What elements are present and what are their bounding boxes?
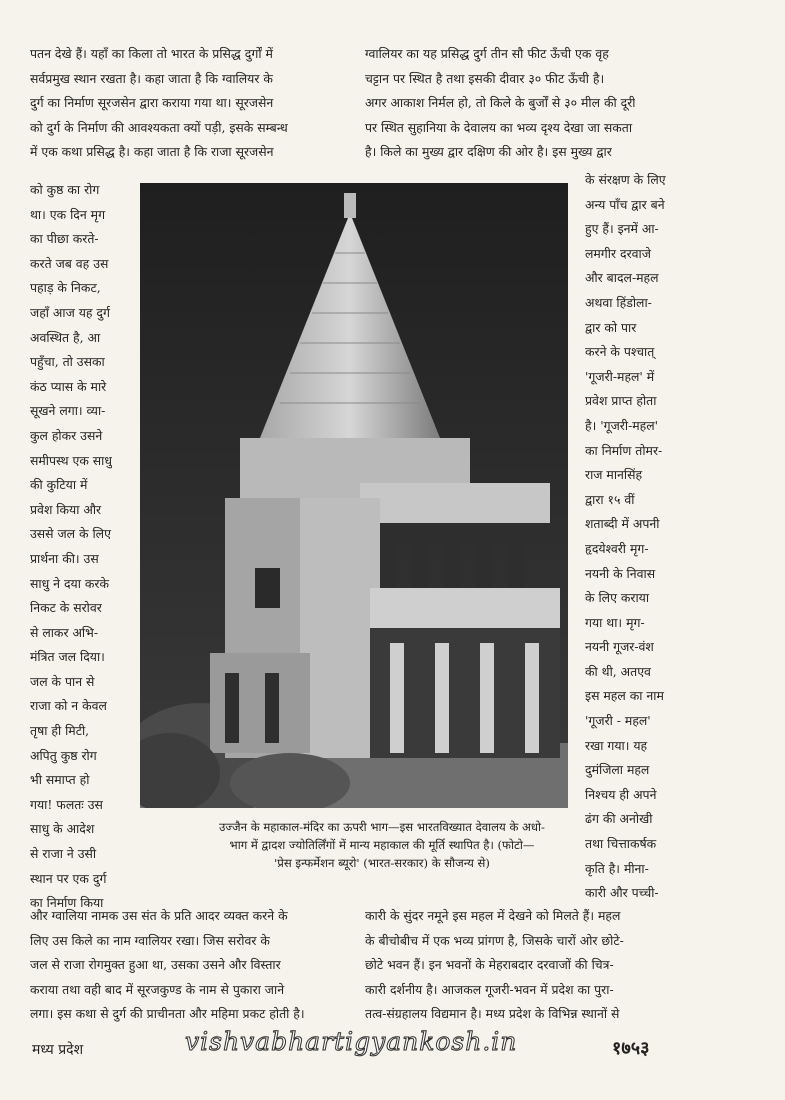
left-column-top-text <box>30 42 288 165</box>
text-line: दुमंजिला महल <box>585 762 650 778</box>
right-column-top-text <box>365 42 635 165</box>
text-line: दुर्ग का निर्माण सूरजसेन द्वारा कराया गया था। सूरजसेन <box>30 95 274 111</box>
text-line: स्थान पर एक दुर्ग <box>30 870 107 886</box>
text-line: समीपस्थ एक साधु <box>30 452 112 468</box>
text-line: प्रवेश किया और <box>30 501 102 517</box>
text-line: कारी के सुंदर नमूने इस महल में देखने को मिलते हैं। महल <box>365 908 621 923</box>
text-line: ग्वालियर का यह प्रसिद्ध दुर्ग तीन सौ फीट ऊँची एक वृह <box>365 46 609 61</box>
text-line: पहाड़ के निकट, <box>30 280 101 296</box>
page-number: १७५३ <box>612 1038 650 1059</box>
right-column-bottom-text <box>365 904 624 1027</box>
text-line: नयनी के निवास <box>585 565 656 581</box>
text-line: प्रवेश प्राप्त होता <box>585 393 657 409</box>
text-line: जल से राजा रोगमुक्त हुआ था, उसका उसने और विस्तार <box>30 957 281 973</box>
text-line: इस महल का नाम <box>585 688 664 704</box>
text-line: सूखने लगा। व्या- <box>30 403 106 419</box>
text-line: छोटे भवन हैं। इन भवनों के मेहराबदार दरवाजों की चित्र- <box>365 957 614 973</box>
text-line: और बादल-महल <box>585 270 659 286</box>
text-line: कराया तथा वही बाद में सूरजकुण्ड के नाम से पुकारा जाने <box>30 981 285 997</box>
text-line: को कुष्ठ का रोग <box>30 182 100 197</box>
text-line: लगा। इस कथा से दुर्ग की प्राचीनता और महिमा प्रकट होती है। <box>30 1006 305 1022</box>
text-line: राजा को न केवल <box>30 698 107 714</box>
text-line: अथवा हिंडोला- <box>585 294 652 310</box>
text-line: निश्चय ही अपने <box>585 786 657 802</box>
text-line: का पीछा करते- <box>30 231 99 247</box>
text-line: का निर्माण किया <box>30 895 104 911</box>
text-line: कृति है। मीना- <box>585 860 649 876</box>
text-line: पतन देखे हैं। यहाँ का किला तो भारत के प्रसिद्ध दुर्गों में <box>30 46 273 61</box>
caption-line: 'प्रेस इन्फर्मेशन ब्यूरो' (भारत-सरकार) के सौजन्य से) <box>274 856 490 870</box>
text-line: तत्व-संग्रहालय विद्यमान है। मध्य प्रदेश के विभिन्न स्थानों से <box>365 1006 620 1022</box>
text-line: के लिए कराया <box>585 590 650 606</box>
text-line: अवस्थित है, आ <box>30 329 101 345</box>
text-line: से राजा ने उसी <box>30 846 97 862</box>
text-line: का निर्माण तोमर- <box>585 442 663 458</box>
right-narrow-column <box>585 168 666 906</box>
text-line: हृदयेश्वरी मृग- <box>585 540 649 556</box>
text-line: गया! फलतः उस <box>30 796 103 812</box>
text-line: शताब्दी में अपनी <box>585 516 660 532</box>
text-line: राज मानसिंह <box>585 467 643 483</box>
text-line: से लाकर अभि- <box>30 624 99 640</box>
text-line: करने के पश्चात् <box>585 344 655 360</box>
text-line: कारी दर्शनीय है। आजकल गूजरी-भवन में प्रदेश का पुरा- <box>365 981 614 997</box>
text-line: की थी, अतएव <box>585 663 651 679</box>
text-line: पहुँचा, तो उसका <box>30 354 105 370</box>
text-line: जल के पान से <box>30 673 95 689</box>
text-line: करते जब वह उस <box>30 255 109 271</box>
text-line: है। 'गूजरी-महल' <box>585 417 659 433</box>
text-line: द्वारा १५ वीं <box>585 491 635 507</box>
running-footer-section: मध्य प्रदेश <box>32 1042 84 1058</box>
text-line: पर स्थित सुहानिया के देवालय का भव्य दृश्य देखा जा सकता <box>365 119 633 135</box>
text-line: द्वार को पार <box>585 319 637 335</box>
text-line: ढंग की अनोखी <box>585 811 653 827</box>
temple-photograph <box>140 183 568 808</box>
photo-caption <box>192 818 572 872</box>
text-line: मंत्रित जल दिया। <box>30 649 105 665</box>
text-line: में एक कथा प्रसिद्ध है। कहा जाता है कि राजा सूरजसेन <box>30 144 274 160</box>
text-line: तृषा ही मिटी, <box>30 723 90 739</box>
text-line: अपितु कुष्ठ रोग <box>30 747 97 763</box>
text-line: 'गूजरी-महल' में <box>585 368 655 384</box>
text-line: रखा गया। यह <box>585 737 648 753</box>
text-line: के संरक्षण के लिए <box>585 172 666 187</box>
text-line: नयनी गूजर-वंश <box>585 639 654 655</box>
text-line: कारी और पच्ची- <box>585 885 659 901</box>
text-line: साधु के आदेश <box>30 821 95 837</box>
text-line: हुए हैं। इनमें आ- <box>585 221 659 237</box>
text-line: और ग्वालिया नामक उस संत के प्रति आदर व्यक्त करने के <box>30 908 288 923</box>
text-line: है। किले का मुख्य द्वार दक्षिण की ओर है। इस मुख्य द्वार <box>365 144 612 160</box>
left-column-bottom-text <box>30 904 305 1027</box>
caption-line: भाग में द्वादश ज्योतिर्लिंगों में मान्य महाकाल की मूर्ति स्थापित है। (फोटो— <box>229 838 535 852</box>
text-line: भी समाप्त हो <box>30 772 90 788</box>
text-line: 'गूजरी - महल' <box>585 713 651 729</box>
text-line: साधु ने दया करके <box>30 575 109 591</box>
text-line: सर्वप्रमुख स्थान रखता है। कहा जाता है कि ग्वालियर के <box>30 70 273 86</box>
text-line: लमगीर दरवाजे <box>585 245 651 261</box>
watermark-url: vishvabhartigyankosh.in <box>185 1027 518 1056</box>
text-line: लिए उस किले का नाम ग्वालियर रखा। जिस सरोवर के <box>30 932 270 948</box>
text-line: प्रार्थना की। उस <box>30 550 99 566</box>
text-line: कुल होकर उसने <box>30 427 103 443</box>
text-line: उससे जल के लिए <box>30 526 111 542</box>
text-line: अगर आकाश निर्मल हो, तो किले के बुर्जों से ३० मील की दूरी <box>365 95 636 111</box>
text-line: कंठ प्यास के मारे <box>30 378 107 394</box>
text-line: निकट के सरोवर <box>30 600 102 616</box>
text-line: था। एक दिन मृग <box>30 206 106 222</box>
text-line: गया था। मृग- <box>585 614 645 630</box>
text-line: जहाँ आज यह दुर्ग <box>30 304 110 320</box>
text-line: तथा चित्ताकर्षक <box>585 836 657 852</box>
text-line: चट्टान पर स्थित है तथा इसकी दीवार ३० फीट ऊँची है। <box>365 70 605 86</box>
text-line: अन्य पाँच द्वार बने <box>585 196 665 212</box>
caption-line: उज्जैन के महाकाल-मंदिर का ऊपरी भाग—इस भारतविख्यात देवालय के अधो- <box>219 820 545 834</box>
text-line: के बीचोबीच में एक भव्य प्रांगण है, जिसके चारों ओर छोटे- <box>365 932 624 948</box>
text-line: की कुटिया में <box>30 477 88 493</box>
left-narrow-column <box>30 178 112 916</box>
text-line: को दुर्ग के निर्माण की आवश्यकता क्यों पड़ी, इसके सम्बन्ध <box>30 119 288 135</box>
